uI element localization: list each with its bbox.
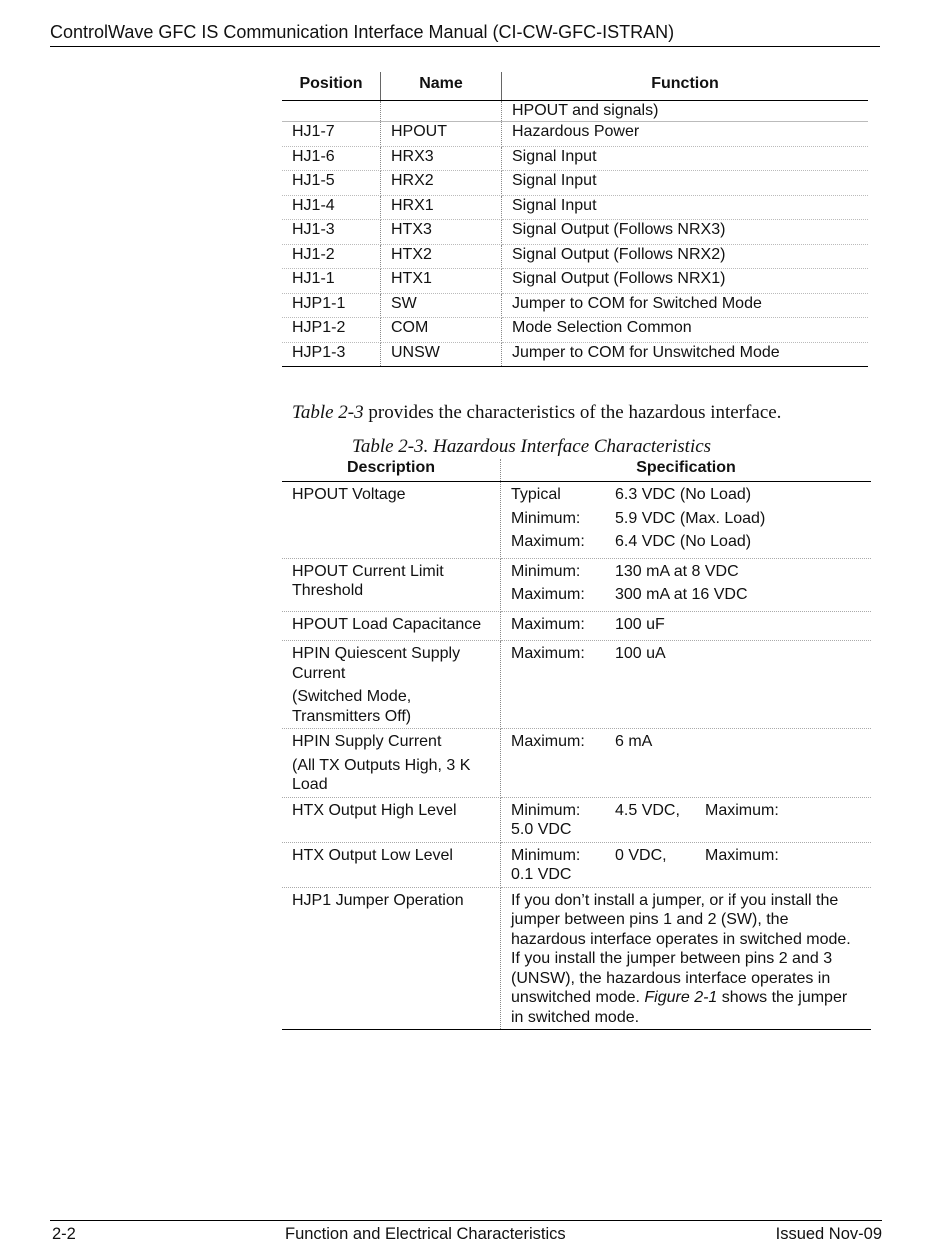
cell-description: HPOUT Current Limit Threshold [282,558,501,611]
cell-name: COM [381,318,502,343]
spec-value: 6 mA [615,733,653,750]
page-header: ControlWave GFC IS Communication Interface Manual (CI-CW-GFC-ISTRAN) [50,22,880,47]
table-row [282,269,868,294]
column-header-description: Description [282,459,501,482]
table-row [282,842,871,887]
table-row [282,558,871,611]
cell-function: Jumper to COM for Switched Mode [502,293,869,318]
cell-specification [501,887,872,1030]
spec-value: 100 uA [615,645,666,662]
cell-specification [501,797,872,842]
cell-function: Signal Output (Follows NRX3) [502,220,869,245]
cell-description: HPOUT Voltage [282,482,501,559]
spec-value: 6.3 VDC (No Load) [615,486,752,503]
continuation-text: HPOUT and signals) [502,101,869,122]
spec-value: 300 mA at 16 VDC [615,586,748,603]
cell-description [282,729,501,798]
table-row [282,797,871,842]
table-row-continuation [282,101,868,122]
spec-key: Maximum: [511,733,585,750]
cell-function: Mode Selection Common [502,318,869,343]
cell-function: Hazardous Power [502,122,869,147]
cell-description: HTX Output Low Level [282,842,501,887]
spec-key: Maximum: [511,533,585,550]
pin-assignment-table [282,72,868,367]
cell-function: Jumper to COM for Unswitched Mode [502,342,869,367]
cell-position: HJ1-2 [282,244,381,269]
cell-specification [501,842,872,887]
cell-function: Signal Output (Follows NRX2) [502,244,869,269]
jumper-text-part: shows the jumper in switched mode. [511,989,848,1026]
cell-position: HJ1-7 [282,122,381,147]
cell-name: SW [381,293,502,318]
cell-position: HJ1-6 [282,146,381,171]
description-text: HPIN Supply Current [292,733,442,750]
table-row [282,641,871,729]
cell-name: HRX1 [381,195,502,220]
table-reference: Table 2-3 [292,402,364,423]
spec-key: Maximum: [511,645,585,662]
cell-position: HJ1-1 [282,269,381,294]
cell-function: Signal Input [502,171,869,196]
spec-key: Minimum: [511,509,581,527]
description-note: (Switched Mode, Transmitters Off) [292,688,412,725]
table-row [282,482,871,559]
description-text: HPIN Quiescent Supply Current [292,645,461,682]
cell-function: Signal Input [502,195,869,220]
cell-description [282,641,501,729]
figure-reference: Figure 2-1 [644,989,718,1006]
cell-position: HJ1-4 [282,195,381,220]
cell-description: HTX Output High Level [282,797,501,842]
spec-key: Maximum: [705,801,779,819]
jumper-operation-text [511,891,861,1028]
spec-value: 130 mA at 8 VDC [615,562,739,580]
table-row [282,729,871,798]
page-footer [50,1220,882,1249]
column-header-specification: Specification [501,459,872,482]
spec-value: 4.5 VDC, [615,801,680,819]
characteristics-table [282,459,871,1030]
jumper-text-part: If you don’t install a jumper, or if you install the jumper between pins 1 and 2 (SW), the hazardous interface operates in switched mode. If you install the jumper between pins 2 and 3 (UNSW), the hazardous interface operates in unswitched mode. [511,891,851,1006]
spec-value: 6.4 VDC (No Load) [615,533,752,550]
column-header-position: Position [282,72,381,101]
spec-value: 5.9 VDC (Max. Load) [615,509,766,527]
table-row [282,318,868,343]
cell-specification [501,729,872,798]
table-row [282,342,868,367]
column-header-name: Name [381,72,502,101]
spec-key: Maximum: [705,846,779,864]
cell-name: HTX1 [381,269,502,294]
table-row [282,195,868,220]
cell-function: Signal Input [502,146,869,171]
cell-name: HRX2 [381,171,502,196]
cell-name: HPOUT [381,122,502,147]
table-row [282,293,868,318]
spec-value: 0.1 VDC [511,866,572,883]
spec-value: 5.0 VDC [511,821,572,838]
cell-description: HPOUT Load Capacitance [282,611,501,641]
spec-key: Minimum: [511,801,581,819]
intro-paragraph [292,402,781,424]
footer-issue-date: Issued Nov-09 [775,1225,882,1243]
table-row [282,887,871,1030]
intro-text: provides the characteristics of the hazardous interface. [363,402,782,423]
spec-key: Minimum: [511,562,581,580]
cell-position: HJP1-2 [282,318,381,343]
cell-name: HTX3 [381,220,502,245]
table-caption: Table 2-3. Hazardous Interface Characteristics [352,436,712,457]
cell-position: HJ1-5 [282,171,381,196]
cell-position: HJP1-1 [282,293,381,318]
spec-key: Maximum: [511,615,585,633]
cell-position: HJP1-3 [282,342,381,367]
table-row [282,244,868,269]
table-header-row [282,72,868,101]
cell-description: HJP1 Jumper Operation [282,887,501,1030]
cell-name: UNSW [381,342,502,367]
spec-key: Typical [511,486,561,503]
table-row [282,122,868,147]
cell-function: Signal Output (Follows NRX1) [502,269,869,294]
description-note: (All TX Outputs High, 3 K Load [292,756,471,793]
spec-key: Minimum: [511,846,581,864]
page-number: 2-2 [52,1225,76,1243]
cell-name: HRX3 [381,146,502,171]
cell-specification [501,641,872,729]
cell-specification [501,611,872,641]
footer-section-title: Function and Electrical Characteristics [285,1225,566,1243]
table-row [282,611,871,641]
cell-name: HTX2 [381,244,502,269]
table-row [282,146,868,171]
spec-value: 100 uF [615,615,665,633]
table-header-row [282,459,871,482]
spec-value: 0 VDC, [615,846,667,864]
cell-specification [501,558,872,611]
column-header-function: Function [502,72,869,101]
table-row [282,220,868,245]
cell-position: HJ1-3 [282,220,381,245]
cell-specification [501,482,872,559]
table-row [282,171,868,196]
spec-key: Maximum: [511,586,585,603]
